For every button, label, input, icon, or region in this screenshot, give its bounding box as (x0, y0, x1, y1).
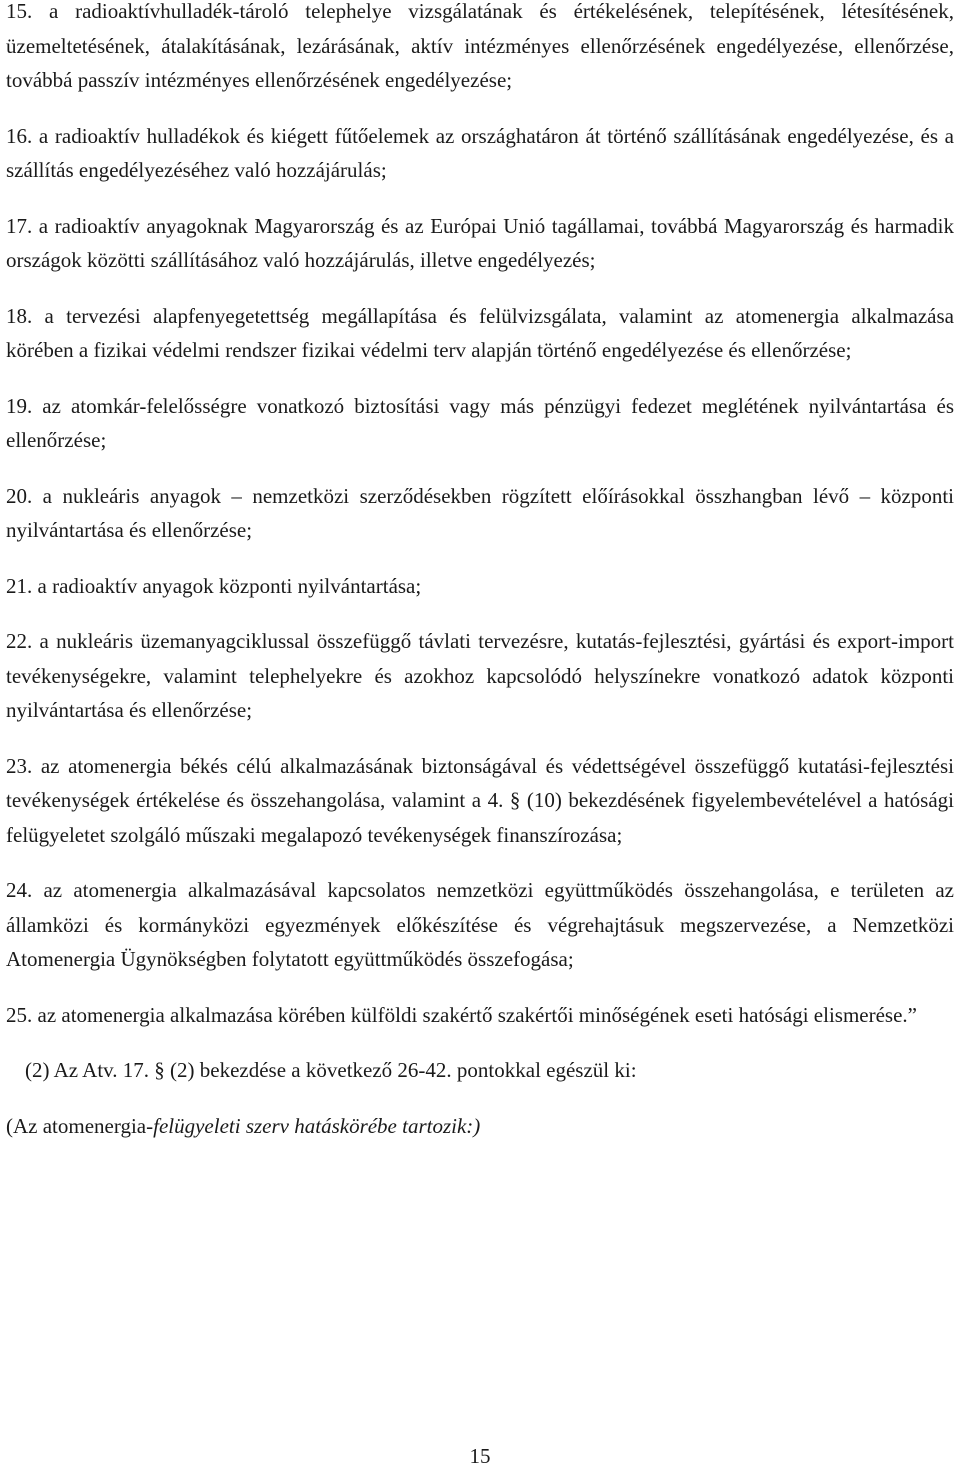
list-item-25: 25. az atomenergia alkalmazása körében külföldi szakértő szakértői minőségének eseti hatósági elismerése.” (6, 1002, 917, 1027)
page-number: 15 (469, 1444, 491, 1468)
list-item-15: 15. a radioaktívhulladék-tároló telephelye vizsgálatának és értékelésének, telepítésének, létesítésének, üzemeltetésének, átalakításának, lezárásának, aktív intézményes ellenőrzésének engedélyezése, ellenőrzése, továbbá passzív intézményes ellenőrzésének engedélyezése; (6, 0, 954, 92)
amendment-paragraph: (2) Az Atv. 17. § (2) bekezdése a következő 26-42. pontokkal egészül ki: (25, 1058, 637, 1082)
list-item-20: 20. a nukleáris anyagok – nemzetközi szerződésekben rögzített előírásokkal összhangban lévő – központi nyilvántartása és ellenőrzése; (6, 483, 954, 542)
list-item-21: 21. a radioaktív anyagok központi nyilvántartása; (6, 573, 422, 598)
competence-heading (6, 1109, 954, 1144)
list-item-24: 24. az atomenergia alkalmazásával kapcsolatos nemzetközi együttműködés összehangolása, e területen az államközi és kormányközi egyezmények előkészítése és végrehajtásuk megszervezése, a Nemzetközi Atomenergia Ügynökségben folytatott együttműködés összefogása; (6, 878, 954, 971)
document-page (6, 0, 954, 1143)
list-item-22: 22. a nukleáris üzemanyagciklussal összefüggő távlati tervezésre, kutatás-fejlesztési, gyártási és export-import tevékenységekre, valamint telephelyekre és azokhoz kapcsolódó helyszínekre vonatkozó adatok központi nyilvántartása és ellenőrzése; (6, 629, 954, 722)
list-item-19: 19. az atomkár-felelősségre vonatkozó biztosítási vagy más pénzügyi fedezet meglétének nyilvántartása és ellenőrzése; (6, 393, 954, 452)
heading-italic: felügyeleti szerv hatáskörébe tartozik:) (153, 1113, 481, 1138)
list-item-16: 16. a radioaktív hulladékok és kiégett fűtőelemek az országhatáron át történő szállításának engedélyezése, és a szállítás engedélyezéséhez való hozzájárulás; (6, 123, 954, 182)
list-item-23: 23. az atomenergia békés célú alkalmazásának biztonságával és védettségével összefüggő kutatási-fejlesztési tevékenységek értékelése és összehangolása, valamint a 4. § (10) bekezdésének figyelembevételével a hatósági felügyeletet szolgáló műszaki megalapozó tevékenységek finanszírozása; (6, 753, 954, 847)
list-item-18: 18. a tervezési alapfenyegetettség megállapítása és felülvizsgálata, valamint az atomenergia alkalmazása körében a fizikai védelmi rendszer fizikai védelmi terv alapján történő engedélyezése és ellenőrzése; (6, 303, 954, 362)
list-item-17: 17. a radioaktív anyagoknak Magyarország és az Európai Unió tagállamai, továbbá Magyarország és harmadik országok közötti szállításához való hozzájárulás, illetve engedélyezés; (6, 213, 954, 272)
heading-prefix: (Az atomenergia- (6, 1113, 154, 1138)
